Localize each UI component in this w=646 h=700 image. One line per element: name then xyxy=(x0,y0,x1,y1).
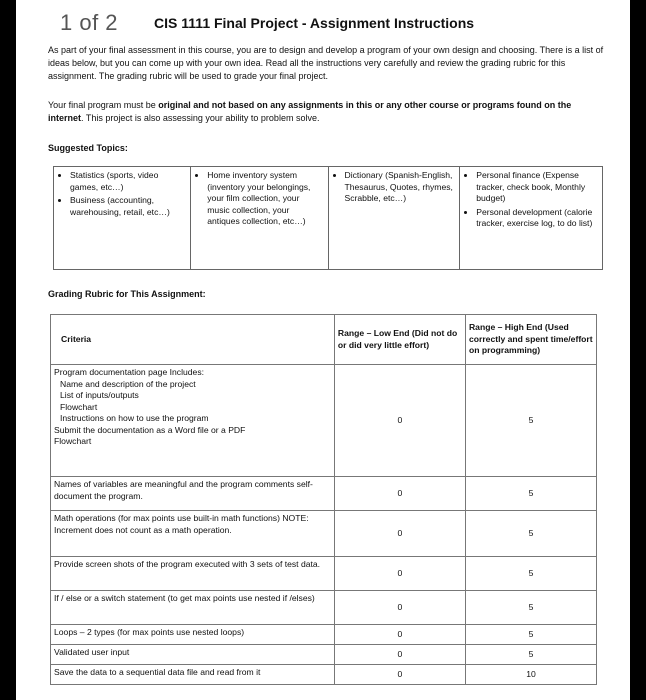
high-score-cell: 5 xyxy=(465,477,596,511)
low-score-cell: 0 xyxy=(334,365,465,477)
grading-rubric-table xyxy=(50,314,597,685)
document-title: CIS 1111 Final Project - Assignment Instructions xyxy=(154,15,475,31)
table-row xyxy=(51,511,597,557)
low-range-header: Range – Low End (Did not do or did very little effort) xyxy=(334,315,465,365)
table-row xyxy=(51,557,597,591)
criteria-subitem: Instructions on how to use the program xyxy=(60,413,209,423)
criteria-subitem: List of inputs/outputs xyxy=(60,390,139,400)
originality-text-start: Your final program must be xyxy=(48,100,159,110)
criteria-cell xyxy=(51,365,335,477)
table-row xyxy=(51,365,597,477)
topic-item: • Personal development (calorie tracker, exercise log, to do list) xyxy=(476,207,598,230)
document-header xyxy=(60,10,474,36)
table-row xyxy=(51,477,597,511)
low-score-cell: 0 xyxy=(334,665,465,685)
low-score-cell: 0 xyxy=(334,625,465,645)
originality-paragraph xyxy=(48,99,608,125)
suggested-topics-table xyxy=(53,166,603,270)
criteria-title: Program documentation page Includes: xyxy=(54,367,205,377)
criteria-cell: Validated user input xyxy=(51,645,335,665)
document-page xyxy=(16,0,630,700)
table-row xyxy=(51,665,597,685)
criteria-cell: Loops – 2 types (for max points use nested loops) xyxy=(51,625,335,645)
low-score-cell: 0 xyxy=(334,645,465,665)
high-range-header: Range – High End (Used correctly and spent time/effort on programming) xyxy=(465,315,596,365)
high-score-cell: 5 xyxy=(465,365,596,477)
criteria-header: Criteria xyxy=(51,315,335,365)
low-score-cell: 0 xyxy=(334,591,465,625)
criteria-cell: If / else or a switch statement (to get max points use nested if /elses) xyxy=(51,591,335,625)
page-indicator: 1 of 2 xyxy=(60,10,119,35)
originality-text-end: . This project is also assessing your ability to problem solve. xyxy=(81,113,320,123)
criteria-subitem: Name and description of the project xyxy=(60,378,196,389)
low-score-cell: 0 xyxy=(334,477,465,511)
low-score-cell: 0 xyxy=(334,511,465,557)
table-row xyxy=(51,625,597,645)
criteria-cell: Provide screen shots of the program executed with 3 sets of test data. xyxy=(51,557,335,591)
topic-item: • Home inventory system (inventory your belongings, your film collection, your music collection, your antiques collection, etc…) xyxy=(207,170,323,228)
criteria-subitem: Flowchart xyxy=(54,436,92,446)
high-score-cell: 5 xyxy=(465,511,596,557)
topic-item: • Dictionary (Spanish-English, Thesaurus, Quotes, rhymes, Scrabble, etc…) xyxy=(345,170,456,205)
criteria-cell: Save the data to a sequential data file and read from it xyxy=(51,665,335,685)
high-score-cell: 5 xyxy=(465,557,596,591)
criteria-subitem: Flowchart xyxy=(60,401,98,412)
topics-column-4 xyxy=(460,167,603,270)
high-score-cell: 10 xyxy=(465,665,596,685)
criteria-cell: Math operations (for max points use built-in math functions) NOTE: Increment does not count as a math operation. xyxy=(51,511,335,557)
topics-column-2 xyxy=(191,167,328,270)
high-score-cell: 5 xyxy=(465,625,596,645)
table-row xyxy=(51,591,597,625)
suggested-topics-heading: Suggested Topics: xyxy=(48,143,128,153)
topic-item: • Statistics (sports, video games, etc…) xyxy=(70,170,186,193)
topics-column-1 xyxy=(54,167,191,270)
intro-paragraph: As part of your final assessment in this course, you are to design and develop a program of your own design and choosing. There is a list of ideas below, but you can come up with your own idea. Read all the instructions very carefully and review the grading rubric for this assignment. The grading rubric will be used to grade your final project. xyxy=(48,45,604,81)
criteria-cell: Names of variables are meaningful and the program comments self-document the program. xyxy=(51,477,335,511)
topic-item: • Personal finance (Expense tracker, check book, Monthly budget) xyxy=(476,170,598,205)
rubric-header-row xyxy=(51,315,597,365)
low-score-cell: 0 xyxy=(334,557,465,591)
topic-item: • Business (accounting, warehousing, retail, etc…) xyxy=(70,195,186,218)
criteria-subitem: Submit the documentation as a Word file or a PDF xyxy=(54,424,246,435)
topics-column-3 xyxy=(328,167,460,270)
high-score-cell: 5 xyxy=(465,645,596,665)
originality-text-bold: original and not based on any assignments in this or any other course or programs found on the internet xyxy=(48,100,572,123)
grading-rubric-heading: Grading Rubric for This Assignment: xyxy=(48,289,206,299)
high-score-cell: 5 xyxy=(465,591,596,625)
table-row xyxy=(51,645,597,665)
